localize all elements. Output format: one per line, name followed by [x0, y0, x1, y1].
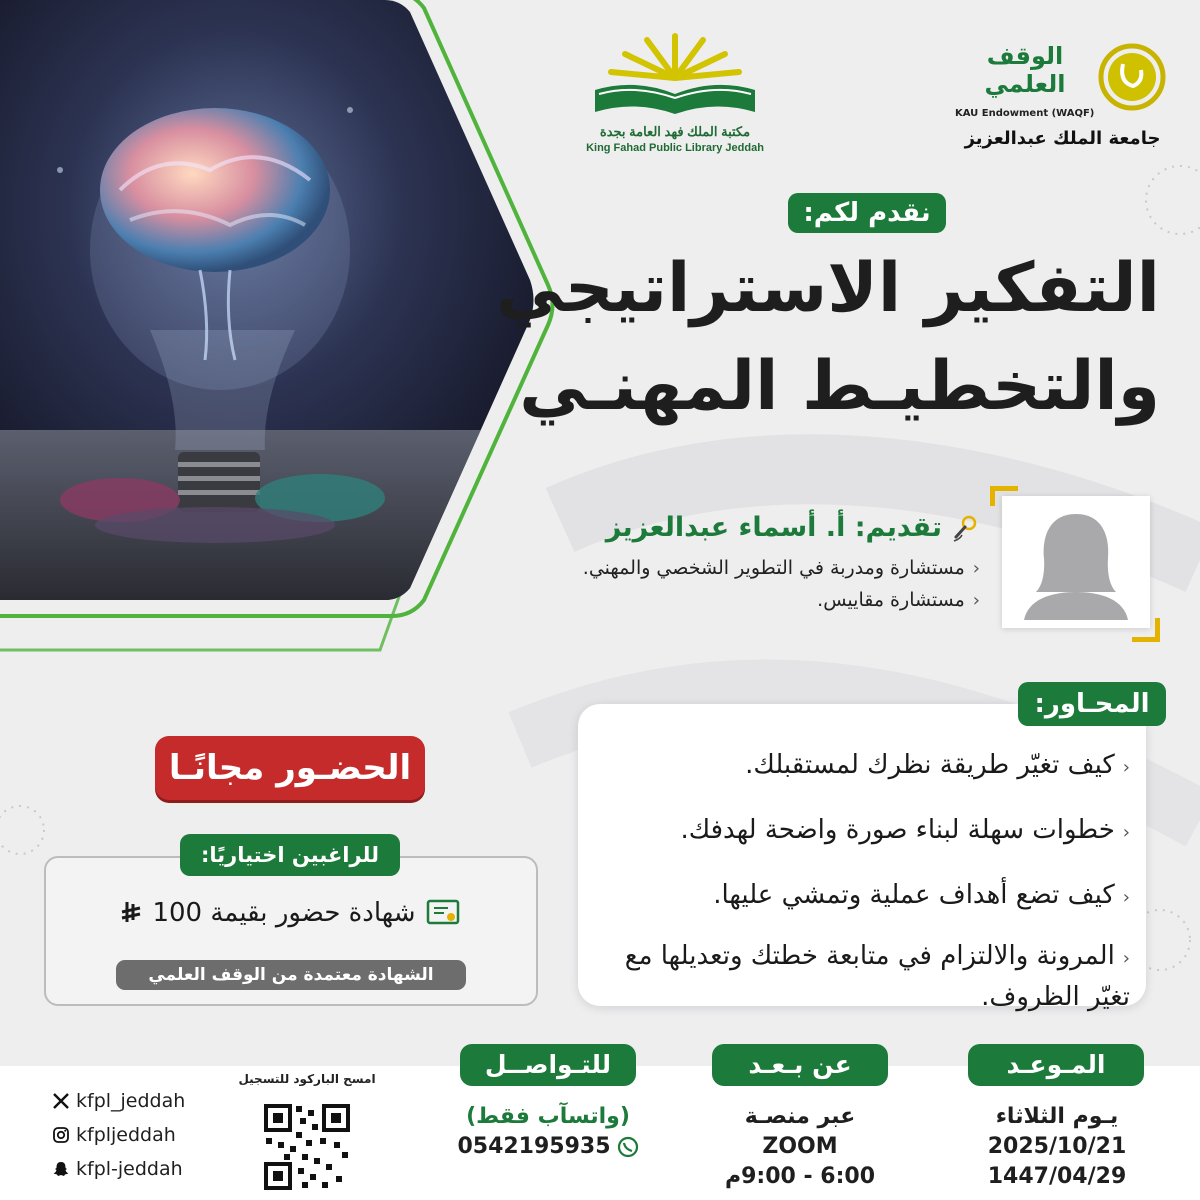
kfpl-english-name: King Fahad Public Library Jeddah	[586, 142, 764, 154]
topic-item: ‹المرونة والالتزام في متابعة خطتك وتعديلها مع تغيّر الظروف.	[624, 941, 1130, 1012]
certificate-text: شهادة حضور بقيمة 100	[152, 898, 416, 928]
schedule-hijri-date: 1447/04/29	[987, 1164, 1127, 1189]
kau-university-name: جامعة الملك عبدالعزيز	[964, 128, 1161, 149]
contact-heading: للتـواصــل	[460, 1044, 636, 1086]
contact-phone-row[interactable]	[448, 1132, 648, 1162]
registration-qr-code[interactable]	[262, 1102, 352, 1192]
certificate-heading: للراغبين اختياريًا:	[180, 834, 400, 876]
topic-item: ‹خطوات سهلة لبناء صورة واضحة لهدفك.	[680, 815, 1130, 845]
presenter-photo-frame	[990, 486, 1160, 642]
kfpl-arabic-name: مكتبة الملك فهد العامة بجدة	[599, 124, 751, 139]
social-x-handle: kfpl_jeddah	[76, 1090, 186, 1112]
contact-whatsapp-note: (واتسآب فقط)	[466, 1104, 630, 1129]
contact-phone[interactable]: 0542195935	[457, 1134, 611, 1159]
remote-platform-name: ZOOM	[762, 1134, 838, 1159]
intro-tag: نقدم لكم:	[788, 193, 946, 233]
social-snapchat-link[interactable]	[52, 1158, 242, 1180]
hero-brain-bulb-image	[0, 0, 560, 680]
kau-waqf-english-name: KAU Endowment (WAQF)	[955, 108, 1095, 119]
open-book-sunrise-icon	[585, 28, 765, 118]
avatar	[1002, 496, 1150, 628]
schedule-day: يـوم الثلاثاء	[995, 1104, 1119, 1129]
schedule-heading: المـوعـد	[968, 1044, 1144, 1086]
instagram-icon	[52, 1126, 70, 1144]
topics-list	[600, 746, 1130, 1016]
social-instagram-link[interactable]	[52, 1124, 242, 1146]
event-title-line-1: التفكير الاستراتيجي	[495, 249, 1160, 328]
chevron-left-icon: ‹	[972, 558, 980, 579]
topics-heading: المحـاور:	[1018, 682, 1166, 726]
free-attendance-badge: الحضـور مجانًـا	[155, 736, 425, 800]
presenter-bullet: ‹مستشارة ومدربة في التطوير الشخصي والمهني.	[582, 557, 980, 579]
topic-item: ‹كيف تغيّر طريقة نظرك لمستقبلك.	[745, 750, 1130, 780]
certificate-icon	[426, 898, 460, 928]
presenter-bullet: ‹مستشارة مقاييس.	[817, 589, 980, 611]
event-time: 6:00 - 9:00م	[724, 1164, 876, 1189]
presenter-info	[560, 512, 980, 611]
certificate-accreditation-note: الشهادة معتمدة من الوقف العلمي	[116, 960, 466, 990]
whatsapp-icon	[617, 1136, 639, 1158]
microphone-icon	[950, 513, 980, 543]
kfpl-logo	[575, 28, 775, 168]
qr-label: امسح الباركود للتسجيل	[238, 1072, 376, 1086]
snapchat-icon	[52, 1160, 70, 1178]
chevron-left-icon: ‹	[1122, 757, 1130, 778]
social-instagram-handle: kfpljeddah	[76, 1124, 176, 1146]
kau-emblem-icon	[1097, 42, 1167, 112]
chevron-left-icon: ‹	[1122, 822, 1130, 843]
riyal-icon	[120, 900, 142, 926]
social-snapchat-handle: kfpl-jeddah	[76, 1158, 183, 1180]
chevron-left-icon: ‹	[972, 590, 980, 611]
female-avatar-silhouette-icon	[1002, 496, 1150, 628]
schedule-gregorian-date: 2025/10/21	[987, 1134, 1127, 1159]
social-links	[52, 1090, 242, 1180]
social-x-link[interactable]	[52, 1090, 242, 1112]
remote-platform-line: عبر منصـة	[744, 1104, 856, 1129]
x-logo-icon	[52, 1092, 70, 1110]
chevron-left-icon: ‹	[1122, 887, 1130, 908]
topic-item: ‹كيف تضع أهداف عملية وتمشي عليها.	[713, 880, 1130, 910]
kau-endowment-logo	[955, 40, 1170, 160]
presenter-name: تقديم: أ. أسماء عبدالعزيز	[605, 512, 942, 543]
remote-heading: عن بـعـد	[712, 1044, 888, 1086]
kau-waqf-arabic-name: الوقف العلمي	[984, 42, 1066, 98]
certificate-line	[60, 898, 520, 928]
chevron-left-icon: ‹	[1122, 948, 1130, 969]
event-title-line-2: والتخطيـط المهنـي	[519, 347, 1160, 426]
